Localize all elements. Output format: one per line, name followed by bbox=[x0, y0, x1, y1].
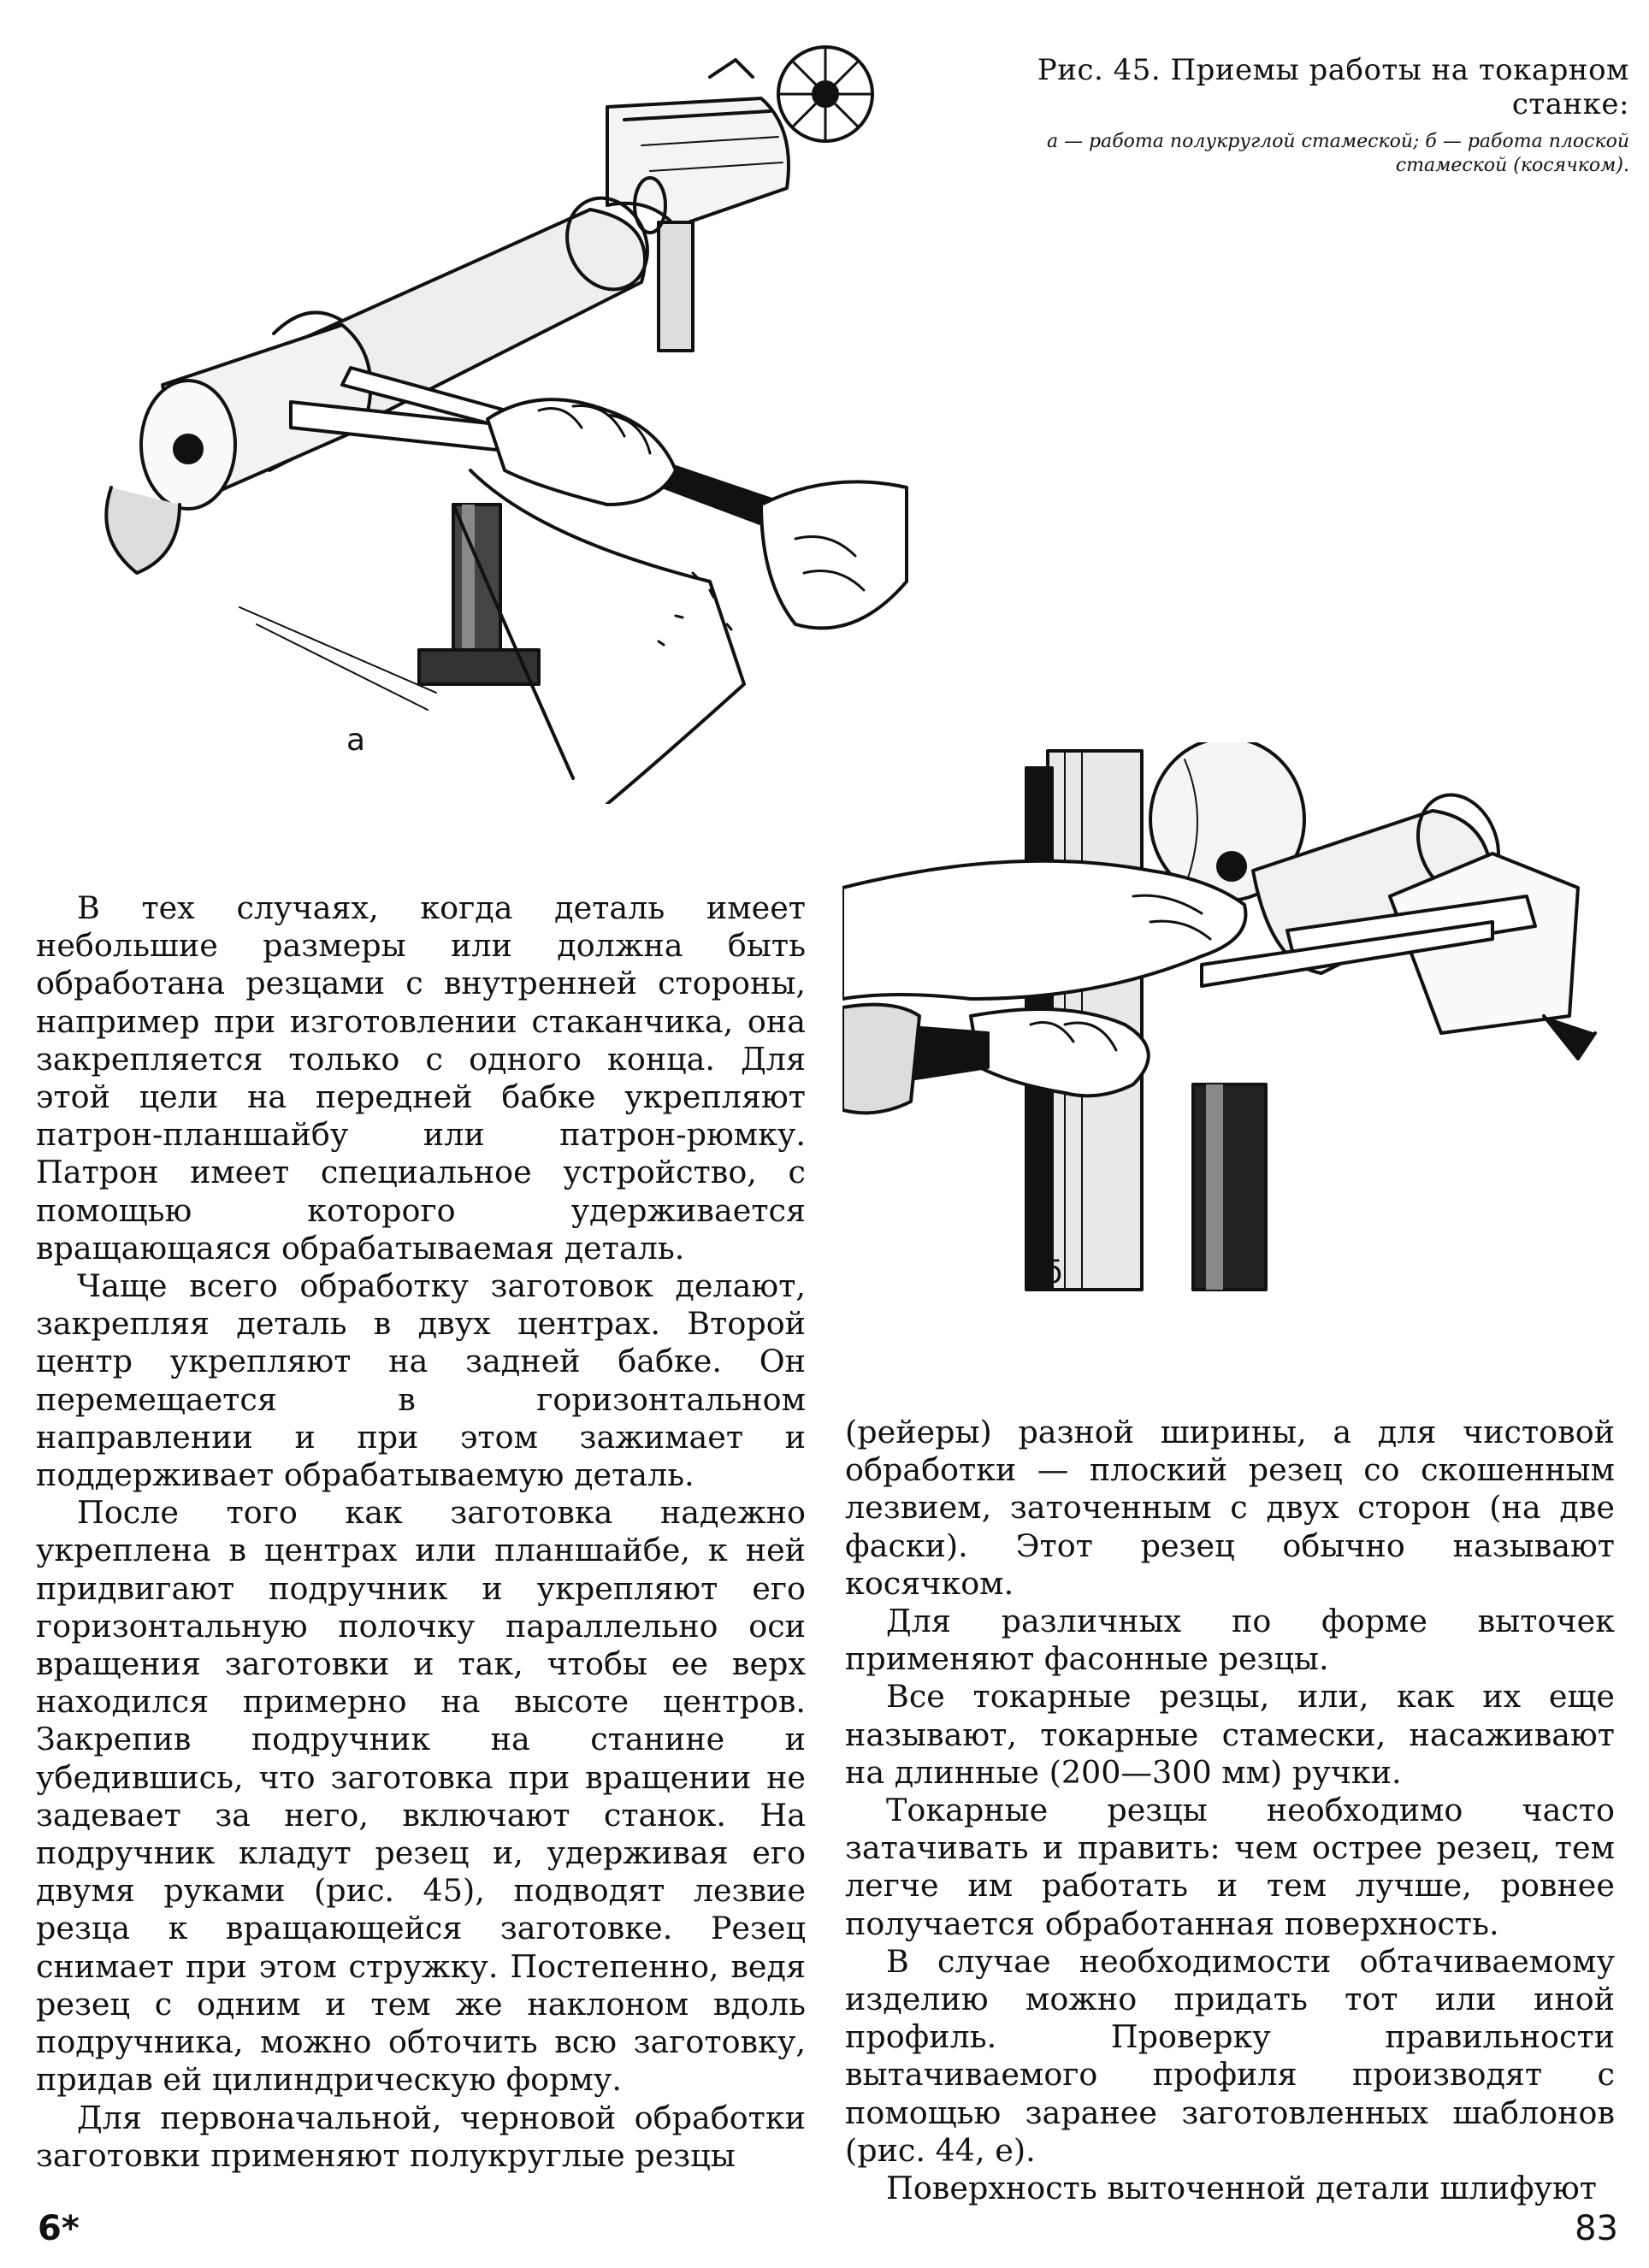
paragraph: После того как заготовка надежно укреплена в центрах или планшайбе, к ней придвигают подручник и укрепляют его горизонтальную полочку параллельно оси вращения заготовки и так, чтобы ее верх находился примерно на высоте центров. Закрепив подручник на станине и убедившись, что заготовка при вращении не задевает за него, включают станок. На подручник кладут резец и, удерживая его двумя руками (рис. 45), подводят лезвие резца к вращающейся заготовке. Резец снимает при этом стружку. Постепенно, ведя резец с одним и тем же наклоном вдоль подручника, можно обточить всю заготовку, придав ей цилиндрическую форму. bbox=[36, 1494, 806, 2099]
figure-caption bbox=[945, 53, 1629, 178]
left-text-column bbox=[36, 889, 806, 2175]
paragraph: Для различных по форме выточек применяют фасонные резцы. bbox=[845, 1603, 1615, 1678]
lathe-skew-chisel-drawing bbox=[842, 742, 1604, 1324]
figure-b-label: б bbox=[1043, 1255, 1063, 1291]
figure-b-illustration bbox=[842, 742, 1604, 1324]
paragraph: Поверхность выточенной детали шлифуют bbox=[886, 2170, 1597, 2207]
paragraph: Все токарные резцы, или, как их еще называют, токарные стамески, насаживают на длинные (200—300 мм) ручки. bbox=[845, 1678, 1615, 1791]
paragraph: (рейеры) разной ширины, а для чистовой обработки — плоский резец со скошенным лезвием, заточенным с двух сторон (на две фаски). Этот резец обычно называют косячком. bbox=[845, 1414, 1615, 1602]
caption-text: а — работа полукруглой стамеской; б — работа плоской стамеской (косячком). bbox=[1046, 131, 1629, 176]
figure-a-illustration bbox=[60, 26, 915, 804]
paragraph: В тех случаях, когда деталь имеет небольшие размеры или должна быть обработана резцами с внутренней стороны, например при изготовлении стаканчика, она закрепляется только с одного конца. Для этой цели на передней бабке укрепляют патрон-планшайбу или патрон-рюмку. Патрон имеет специальное устройство, с помощью которого удерживается вращающаяся обрабатываемая деталь. bbox=[36, 889, 806, 1267]
right-text-column bbox=[845, 1414, 1615, 2207]
caption-title: Рис. 45. Приемы работы на токарном станке: bbox=[1037, 53, 1629, 121]
lathe-gouge-drawing bbox=[60, 26, 915, 804]
page-number: 83 bbox=[1575, 2209, 1618, 2248]
paragraph: Для первоначальной, черновой обработки заготовки применяют полукруглые резцы bbox=[36, 2099, 806, 2174]
paragraph: В случае необходимости обтачиваемому изделию можно придать тот или иной профиль. Проверку правильности вытачиваемого профиля производят с помощью заранее заготовленных шаблонов (рис. 44, е). bbox=[845, 1942, 1615, 2169]
paragraph: Чаще всего обработку заготовок делают, закрепляя деталь в двух центрах. Второй центр укрепляют на задней бабке. Он перемещается в горизонтальном направлении и при этом зажимает и поддерживает обрабатываемую деталь. bbox=[36, 1267, 806, 1494]
figure-a-label: а bbox=[346, 723, 366, 758]
signature-mark: 6* bbox=[38, 2209, 80, 2248]
paragraph: Токарные резцы необходимо часто затачивать и править: чем острее резец, тем легче им работать и тем лучше, ровнее получается обработанная поверхность. bbox=[845, 1792, 1615, 1942]
